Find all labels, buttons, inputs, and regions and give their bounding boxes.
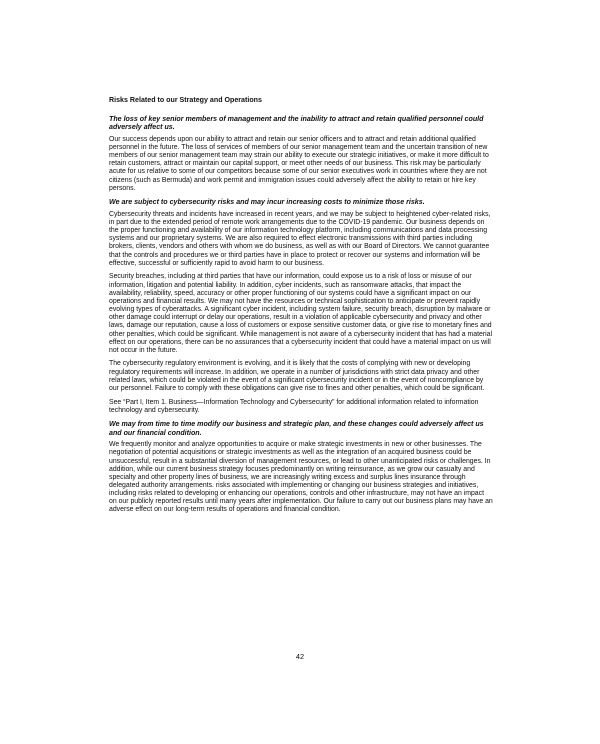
risk-heading-strategic-plan: We may from time to time modify our business and strategic plan, and these changes could adversely affect us and our financial condition. xyxy=(109,420,484,437)
paragraph-key-personnel: Our success depends upon our ability to attract and retain our senior officers and to attract and retain additional qualified personnel in the future. The loss of services of members of our senior management team and the uncertain transition of new members of our senior management team may strain our ability to execute our strategic initiatives, or make it more difficult to retain customers, attract or maintain our capital support, or meet other needs of our business. This risk may be particularly acute for us relative to some of our competitors because some of our senior executives work in countries where they are not citizens (such as Bermuda) and work permit and immigration issues could adversely affect the ability to retain or hire key persons. xyxy=(109,135,489,192)
paragraph-cyber-threats: Cybersecurity threats and incidents have increased in recent years, and we may be subject to heightened cyber-related risks, in part due to the extended period of remote work arrangements due to the COVID-19 pandemic. Our business depends on the proper functioning and availability of our information technology platform, including communications and data processing systems and our proprietary systems. We are also required to effect electronic transmissions with third parties including brokers, clients, vendors and others with whom we do business, as well as with our Board of Directors. We cannot guarantee that the controls and procedures we or third parties have in place to protect or recover our systems and information will be effective, successful or sufficiently rapid to avoid harm to our business. xyxy=(109,210,491,267)
paragraph-cyber-regulatory: The cybersecurity regulatory environment is evolving, and it is likely that the costs of complying with new or developing regulatory requirements will increase. In addition, we operate in a number of jurisdictions with strict data privacy and other related laws, which could be violated in the event of a significant cybersecurity incident or in the event of noncompliance by our personnel. Failure to comply with these obligations can give rise to fines and other penalties, which could be significant. xyxy=(109,360,485,392)
paragraph-cross-reference: See “Part I, Item 1. Business—Information Technology and Cybersecurity” for additional information related to information technology and cybersecurity. xyxy=(109,398,479,414)
document-body xyxy=(109,96,493,520)
section-title: Risks Related to our Strategy and Operations xyxy=(109,96,262,104)
paragraph-strategic-plan: We frequently monitor and analyze opportunities to acquire or make strategic investments in new or other businesses. The negotiation of potential acquisitions or strategic investments as well as the integration of an acquired business could be unsuccessful, result in a substantial diversion of management resources, or lead to other unanticipated risks or challenges. In addition, while our current business strategy focuses predominantly on writing reinsurance, as we grow our casualty and specialty and other property lines of business, we are increasingly writing excess and surplus lines insurance through delegated authority arrangements. risks associated with implementing or changing our business strategies and initiatives, including risks related to developing or enhancing our operations, controls and other infrastructure, may not have an impact on our publicly reported results until many years after implementation. Our failure to carry out our business plans may have an adverse effect on our long-term results of operations and financial condition. xyxy=(109,441,493,514)
risk-heading-key-personnel: The loss of key senior members of management and the inability to attract and retain qualified personnel could adversely affect us. xyxy=(109,115,484,132)
paragraph-security-breaches: Security breaches, including at third parties that have our information, could expose us to a risk of loss or misuse of our information, litigation and potential liability. In addition, cyber incidents, such as ransomware attacks, that impact the availability, reliability, speed, accuracy or other proper functioning of our systems could have a significant impact on our operations and financial results. We may not have the resources or technical sophistication to anticipate or prevent rapidly evolving types of cyberattacks. A significant cyber incident, including system failure, security breach, disruption by malware or other damage could interrupt or delay our operations, result in a violation of applicable cybersecurity and privacy and other laws, damage our reputation, cause a loss of customers or expose sensitive customer data, or give rise to monetary fines and other penalties, which could be significant. While management is not aware of a cybersecurity incident that has had a material effect on our operations, there can be no assurances that a cybersecurity incident that could have a material impact on us will not occur in the future. xyxy=(109,273,493,354)
page-number: 42 xyxy=(295,652,305,661)
risk-heading-cybersecurity: We are subject to cybersecurity risks and may incur increasing costs to minimize those risks. xyxy=(109,198,425,207)
